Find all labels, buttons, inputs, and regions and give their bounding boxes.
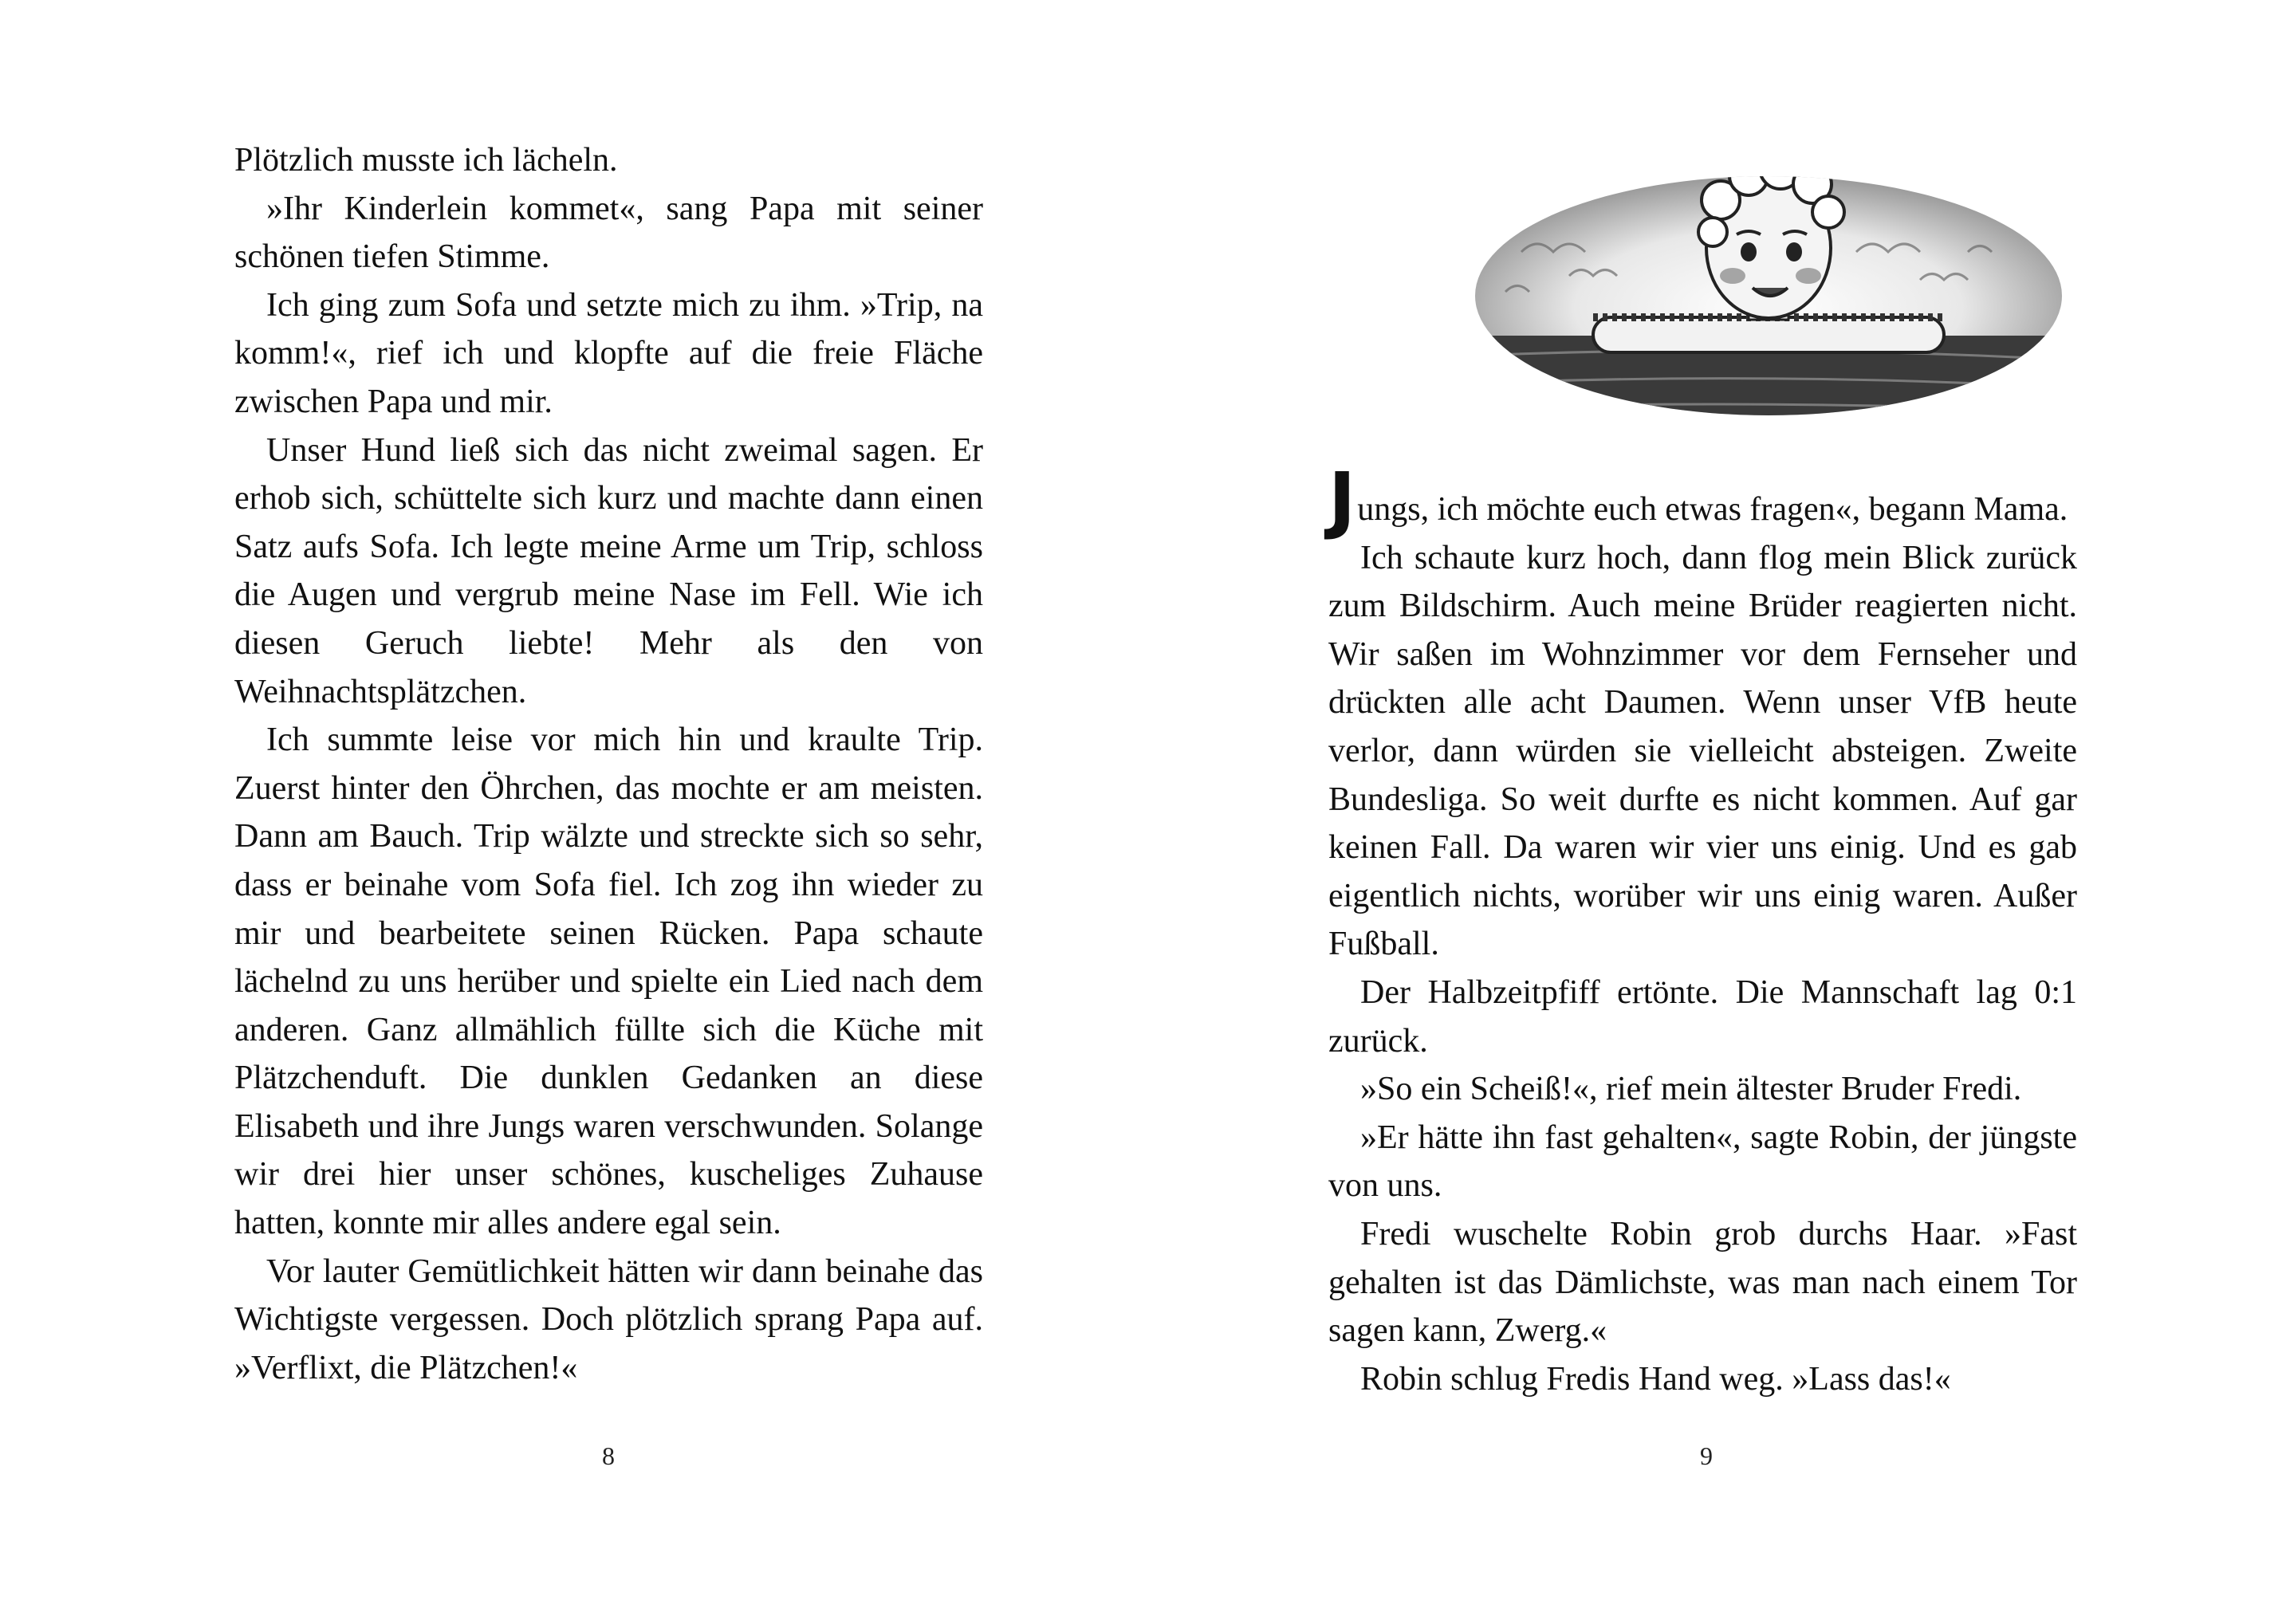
paragraph: »Ihr Kinderlein kommet«, sang Papa mit seiner schönen tiefen Stimme. (234, 190, 983, 276)
paragraph: Ich schaute kurz hoch, dann flog mein Blick zurück zum Bildschirm. Auch meine Brüder reagierten nicht. Wir saßen im Wohnzimmer vor dem Fernseher und drückten alle acht Daumen. Wenn unser VfB heute verlor, dann würden sie vielleicht absteigen. Zweite Bundesliga. So weit durfte es nicht kommen. Auf gar keinen Fall. Da waren wir vier uns einig. Und es gab eigentlich nichts, worüber wir uns einig waren. Außer Fußball. (1328, 539, 2077, 963)
paragraph: Fredi wuschelte Robin grob durchs Haar. »Fast gehalten ist das Dämlichste, was man nach einem Tor sagen kann, Zwerg.« (1328, 1215, 2077, 1350)
paragraph: Unser Hund ließ sich das nicht zweimal sagen. Er erhob sich, schüttelte sich kurz und machte dann einen Satz aufs Sofa. Ich legte meine Arme um Trip, schloss die Augen und vergrub meine Nase im Fell. Wie ich diesen Geruch liebte! Mehr als den von Weihnachtsplätzchen. (234, 431, 983, 710)
paragraph: »Er hätte ihn fast gehalten«, sagte Robin, der jüngste von uns. (1328, 1119, 2077, 1205)
paragraph: Plötzlich musste ich lächeln. (234, 142, 618, 179)
right-page-text (1328, 457, 2077, 1403)
paragraph: Der Halbzeitpfiff ertönte. Die Mannschaft lag 0:1 zurück. (1328, 973, 2077, 1060)
left-page-text (234, 136, 983, 1392)
page-number: 8 (602, 1441, 615, 1470)
paragraph: Ich summte leise vor mich hin und kraulte Trip. Zuerst hinter den Öhrchen, das mochte er am meisten. Dann am Bauch. Trip wälzte und streckte sich so sehr, dass er beinahe vom Sofa fiel. Ich zog ihn wieder zu mir und bearbeitete seinen Rücken. Papa schaute lächelnd zu uns herüber und spielte ein Lied nach dem anderen. Ganz allmählich füllte sich die Küche mit Plätzchenduft. Die dunklen Gedanken an diese Elisabeth und ihre Jungs waren verschwunden. Solange wir drei hier unser schönes, kuscheliges Zuhause hatten, konnte mir alles andere egal sein. (234, 722, 983, 1242)
paragraph-text: ungs, ich möchte euch etwas fragen«, begann Mama. (1357, 491, 2068, 528)
right-page (1145, 0, 2290, 1624)
boy-illustration (1474, 132, 2064, 443)
paragraph: Robin schlug Fredis Hand weg. »Lass das!« (1360, 1360, 1951, 1398)
page-number: 9 (1700, 1441, 1713, 1470)
paragraph (1328, 457, 2077, 542)
paragraph: Vor lauter Gemütlichkeit hätten wir dann beinahe das Wichtigste vergessen. Doch plötzlich sprang Papa auf. »Verflixt, die Plätzchen!« (234, 1252, 983, 1386)
paragraph: Ich ging zum Sofa und setzte mich zu ihm. »Trip, na komm!«, rief ich und klopfte auf die freie Fläche zwischen Papa und mir. (234, 286, 983, 420)
drop-cap: J (1328, 457, 1356, 542)
paragraph: »So ein Scheiß!«, rief mein ältester Bruder Fredi. (1360, 1071, 2022, 1108)
